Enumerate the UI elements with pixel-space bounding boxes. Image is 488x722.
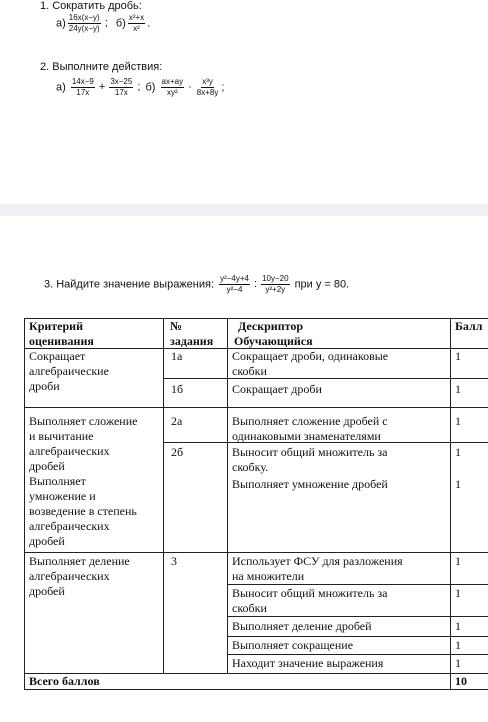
row-divider <box>24 552 488 553</box>
points-value: 1 <box>455 619 461 633</box>
end-mark: . <box>147 17 151 30</box>
fraction-numerator: 14x−9 <box>71 77 94 86</box>
column-divider <box>163 318 164 673</box>
task-2b-fraction-2 <box>196 77 220 98</box>
header-points: Балл <box>455 319 483 333</box>
header-descriptor: Дескриптор Обучающийся <box>234 319 313 348</box>
column-divider <box>450 318 451 690</box>
fraction-numerator: 10y−20 <box>262 274 289 283</box>
task-number: 1б <box>171 382 184 396</box>
descriptor: Выносит общий множитель за скобку. <box>232 445 388 474</box>
task-1a-fraction <box>68 13 101 34</box>
task-2b-label: б) <box>145 81 156 94</box>
points-value: 1 <box>455 414 461 428</box>
row-divider <box>227 636 488 637</box>
task-2a-fraction-2 <box>109 77 133 98</box>
header-task-number: № задания <box>170 319 214 348</box>
fraction-numerator: x²+x <box>128 13 145 22</box>
points-value: 1 <box>455 638 461 652</box>
fraction-numerator: ax+ay <box>161 77 184 86</box>
task-2-expressions <box>56 77 224 98</box>
descriptor: Выполняет сокращение <box>232 638 354 652</box>
total-label: Всего баллов <box>29 674 100 688</box>
fraction-denominator: 24y(x−y) <box>68 24 100 33</box>
task-1a-label: а) <box>56 17 66 30</box>
task-3-suffix: при y = 80. <box>294 278 350 291</box>
separator: ; <box>137 81 141 94</box>
multiply-dot: · <box>188 81 192 94</box>
total-value: 10 <box>455 674 467 688</box>
descriptor: Выполняет деление дробей <box>232 619 372 633</box>
end-mark: ; <box>221 81 225 94</box>
task-3-expression <box>44 274 349 295</box>
task-number: 2б <box>171 445 184 459</box>
fraction-denominator: 17x <box>114 88 128 97</box>
descriptor: Выносит общий множитель за скобки <box>232 586 388 615</box>
descriptor: Сокращает дроби <box>232 382 322 396</box>
descriptor: Выполняет сложение дробей с одинаковыми знаменателями <box>232 414 388 443</box>
plus-sign: + <box>98 81 106 94</box>
fraction-denominator: 8x+8y <box>196 88 219 97</box>
row-divider <box>227 654 488 655</box>
table-border-bottom <box>24 689 488 690</box>
separator: ; <box>104 17 108 30</box>
criterion-divide: Выполняет деление алгебраических дробей <box>29 554 130 598</box>
points-value: 1 <box>455 349 461 363</box>
task-2a-fraction-1 <box>71 77 95 98</box>
fraction-denominator: 17x <box>76 88 90 97</box>
points-value: 1 <box>455 445 461 459</box>
division-colon: : <box>254 278 258 291</box>
task-3-prefix: 3. Найдите значение выражения: <box>44 278 215 291</box>
fraction-denominator: y²+2y <box>265 285 286 294</box>
points-value: 1 <box>455 477 461 491</box>
fraction-numerator: x³y <box>202 77 213 86</box>
descriptor: Использует ФСУ для разложения на множители <box>232 554 403 583</box>
fraction-denominator: y²−4 <box>226 285 243 294</box>
descriptor: Выполняет умножение дробей <box>232 477 388 491</box>
descriptor: Находит значение выражения <box>232 656 384 670</box>
page-separator <box>0 204 488 216</box>
descriptor: Сокращает дроби, одинаковые скобки <box>232 349 389 378</box>
task-number: 2а <box>171 414 183 428</box>
task-number: 1а <box>171 349 183 363</box>
task-1b-label: б) <box>115 17 126 30</box>
criterion-add-multiply: Выполняет сложение и вычитание алгебраических дробей Выполняет умножение и возведение в степень алгебраических дробей <box>29 414 138 548</box>
task-2a-label: а) <box>56 81 66 94</box>
assessment-table <box>24 318 488 690</box>
table-border-left <box>24 318 25 690</box>
task-1-title: 1. Сократить дробь: <box>40 0 142 12</box>
task-number: 3 <box>171 554 177 568</box>
points-value: 1 <box>455 554 461 568</box>
fraction-numerator: 16x(x−y) <box>68 13 100 22</box>
task-3-fraction-1 <box>219 274 250 295</box>
task-1-expressions <box>56 13 150 34</box>
points-value: 1 <box>455 586 461 600</box>
row-divider <box>24 407 488 408</box>
task-2-title: 2. Выполните действия: <box>40 61 163 73</box>
points-value: 1 <box>455 382 461 396</box>
fraction-denominator: xy² <box>166 88 178 97</box>
fraction-denominator: x² <box>133 24 140 33</box>
fraction-numerator: 3x−25 <box>110 77 133 86</box>
task-1b-fraction <box>128 13 145 34</box>
criterion-reduce: Сокращает алгебраические дроби <box>29 349 109 393</box>
task-3-fraction-2 <box>261 274 289 295</box>
column-divider <box>227 318 228 673</box>
task-2b-fraction-1 <box>161 77 185 98</box>
points-value: 1 <box>455 656 461 670</box>
row-divider <box>227 616 488 617</box>
row-divider <box>227 584 488 585</box>
header-criterion: Критерий оценивания <box>29 319 94 348</box>
fraction-numerator: y²−4y+4 <box>220 274 249 283</box>
